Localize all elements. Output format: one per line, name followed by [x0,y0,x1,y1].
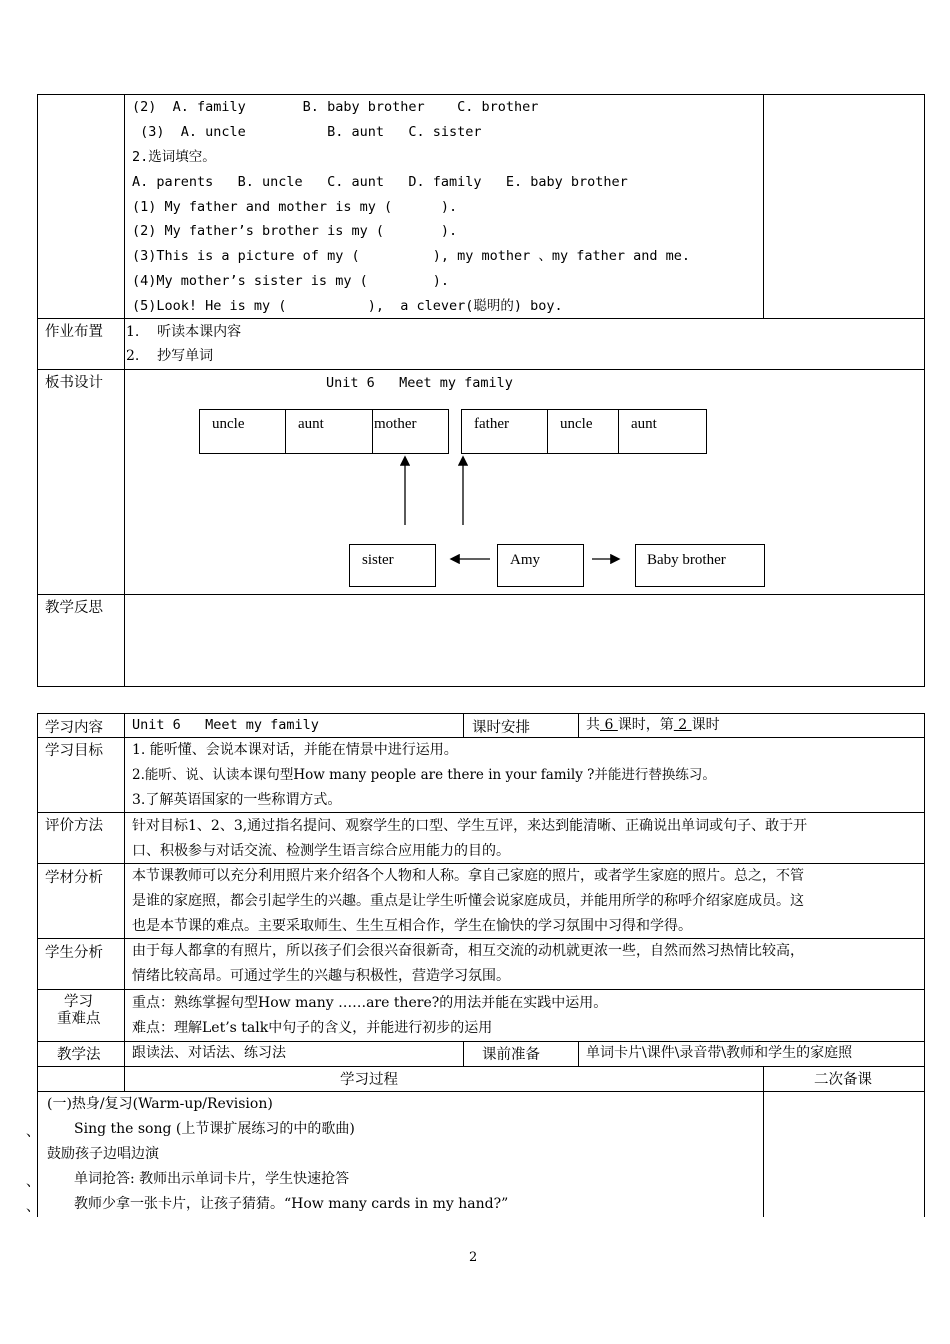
exercise-line: (2) My father’s brother is my ( ). [132,223,458,239]
homework-item: 1. 听读本课内容 [126,324,242,340]
method-value: 跟读法、对话法、练习法 [132,1045,286,1061]
diagram-label: Amy [510,552,540,568]
student-line: 情绪比较高昂。可通过学生的兴趣与积极性，营造学习氛围。 [132,968,510,984]
schedule-label: 课时安排 [472,720,530,736]
diagram-label: aunt [298,416,324,432]
goal-line: 1. 能听懂、会说本课对话，并能在情景中进行运用。 [132,742,458,758]
material-line: 是谁的家庭照，都会引起学生的兴趣。重点是让学生听懂会说家庭成员，并能用所学的称呼介绍家庭成员。这 [132,893,804,909]
key-line: 难点：理解Let’s talk中句子的含义，并能进行初步的运用 [132,1020,493,1036]
goal-line: 3.了解英语国家的一些称谓方式。 [132,792,342,808]
evaluation-line: 针对目标1、2、3,通过指名提问、观察学生的口型、学生互评，来达到能清晰、正确说出单词或句子、敢于开 [132,818,808,834]
goals-label: 学习目标 [45,743,103,759]
board-design-label: 板书设计 [45,375,103,391]
material-line: 本节课教师可以充分利用照片来介绍各个人物和人称。拿自己家庭的照片，或者学生家庭的照片。总之，不管 [132,868,804,884]
exercise-line: A. parents B. uncle C. aunt D. family E. baby brother [132,174,628,190]
schedule-prefix: 共 [586,717,600,733]
content-label: 学习内容 [45,720,103,736]
process-line: Sing the song (上节课扩展练习的中的歌曲) [74,1121,355,1137]
schedule-middle: 课时，第 [617,717,674,733]
process-line: 教师少拿一张卡片，让孩子猜猜。“How many cards in my hand?” [74,1196,509,1212]
schedule-current: 2 [673,717,692,733]
diagram-label: aunt [631,416,657,432]
process-line: (一)热身/复习(Warm-up/Revision) [47,1096,273,1112]
content-value: Unit 6 Meet my family [132,717,319,733]
homework-item: 2. 抄写单词 [126,348,214,364]
material-label: 学材分析 [45,870,103,886]
process-line: 鼓励孩子边唱边演 [47,1146,159,1162]
schedule-value [586,715,720,735]
exercise-line: (2) A. family B. baby brother C. brother [132,99,539,115]
diagram-label: uncle [560,416,593,432]
exercise-line: (1) My father and mother is my ( ). [132,199,458,215]
material-line: 也是本节课的难点。主要采取师生、生生互相合作，学生在愉快的学习氛围中习得和学得。 [132,918,692,934]
evaluation-line: 口、积极参与对话交流、检测学生语言综合应用能力的目的。 [132,843,510,859]
bullet-mark: 、 [26,1199,40,1215]
student-label: 学生分析 [45,945,103,961]
schedule-total: 6 [600,717,618,733]
homework-label: 作业布置 [45,324,103,340]
prep-value: 单词卡片\课件\录音带\教师和学生的家庭照 [586,1045,853,1061]
method-label: 教学法 [57,1047,101,1063]
bullet-mark: 、 [26,1124,40,1140]
process-line: 单词抢答: 教师出示单词卡片，学生快速抢答 [74,1171,350,1187]
schedule-suffix: 课时 [691,717,720,733]
diagram-label: Baby brother [647,552,726,568]
exercise-line: (3) A. uncle B. aunt C. sister [132,124,482,140]
diagram-label: sister [362,552,394,568]
diagram-label: mother [374,416,417,432]
prep-label: 课前准备 [482,1047,540,1063]
key-label-line2: 重难点 [57,1011,101,1027]
second-prep-label: 二次备课 [814,1072,872,1088]
goal-line: 2.能听、说、认读本课句型How many people are there in your family ?并能进行替换练习。 [132,767,716,783]
exercise-line: (5)Look! He is my ( ), a clever(聪明的) boy. [132,298,563,314]
diagram-label: father [474,416,509,432]
exercise-line: (4)My mother’s sister is my ( ). [132,273,449,289]
reflection-label: 教学反思 [45,600,103,616]
student-line: 由于每人都拿的有照片，所以孩子们会很兴奋很新奇，相互交流的动机就更浓一些，自然而然习热情比较高， [132,943,804,959]
exercise-line: 2.选词填空。 [132,149,216,165]
bullet-mark: 、 [26,1174,40,1190]
key-line: 重点：熟练掌握句型How many ……are there?的用法并能在实践中运用。 [132,995,608,1011]
exercise-line: (3)This is a picture of my ( ), my mother 、my father and me. [132,248,691,264]
evaluation-label: 评价方法 [45,818,103,834]
board-title: Unit 6 Meet my family [326,375,513,391]
process-label: 学习过程 [340,1072,398,1088]
key-label-line1: 学习 [64,994,93,1010]
page-number: 2 [469,1250,478,1265]
diagram-label: uncle [212,416,245,432]
